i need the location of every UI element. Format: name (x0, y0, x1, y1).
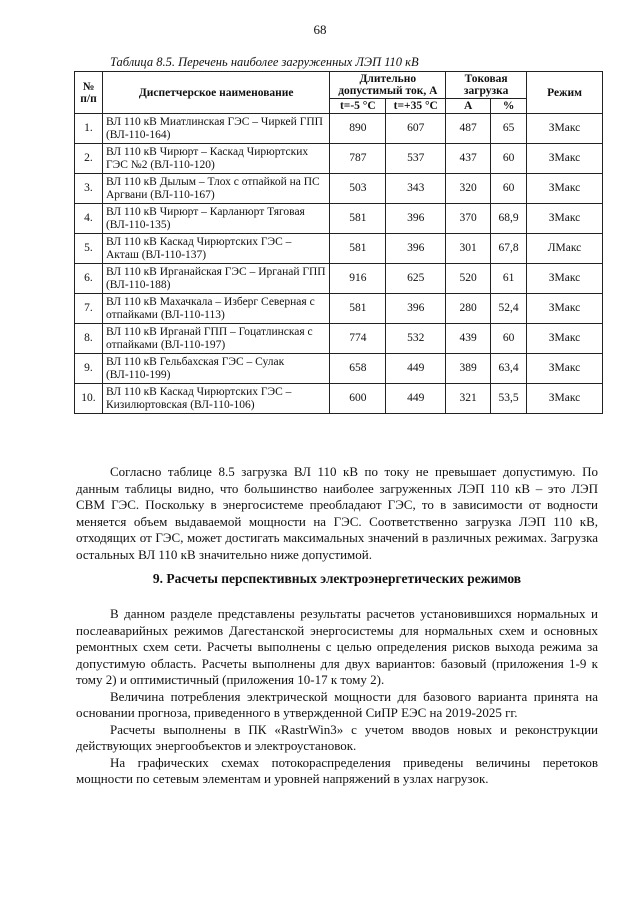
header-num: № п/п (75, 72, 103, 114)
section-heading: 9. Расчеты перспективных электроэнергетических режимов (152, 571, 522, 586)
load-percent: 60 (491, 144, 527, 174)
current-minus5: 916 (330, 264, 386, 294)
current-plus35: 537 (386, 144, 446, 174)
section-paragraph-2: Величина потребления электрической мощности для базового варианта принята на основании прогноза, приведенного в утвержденной СиПР ЕЭС на 2019-2025 гг. (76, 688, 598, 720)
load-percent: 61 (491, 264, 527, 294)
current-plus35: 449 (386, 354, 446, 384)
header-mode: Режим (527, 72, 603, 114)
mode: ЗМакс (527, 384, 603, 414)
table-row (75, 144, 603, 174)
load-amps: 487 (446, 114, 491, 144)
load-amps: 370 (446, 204, 491, 234)
section-paragraph-3: Расчеты выполнены в ПК «RastrWin3» с учетом вводов новых и реконструкции действующих энергообъектов и электроустановок. (76, 721, 598, 753)
row-number: 8. (75, 324, 103, 354)
header-t2: t=+35 °C (386, 99, 446, 114)
header-pct: % (491, 99, 527, 114)
row-number: 4. (75, 204, 103, 234)
table-row (75, 294, 603, 324)
current-minus5: 658 (330, 354, 386, 384)
current-minus5: 503 (330, 174, 386, 204)
paragraph: Согласно таблице 8.5 загрузка ВЛ 110 кВ по току не превышает допустимую. По данным таблицы видно, что большинство наиболее загруженных ЛЭП 110 кВ – это ЛЭП СВМ ГЭС. Поскольку в энергосистеме преобладают ГЭС, то в зависимости от водности меняется объем выдаваемой мощности на ГЭС. Соответственно загрузка ЛЭП 110 кВ, отходящих от ГЭС, может достигать максимальных значений в различных режимах. Загрузка остальных ВЛ 110 кВ значительно ниже допустимой. (76, 464, 598, 562)
load-percent: 67,8 (491, 234, 527, 264)
mode: ЗМакс (527, 264, 603, 294)
row-number: 9. (75, 354, 103, 384)
current-minus5: 787 (330, 144, 386, 174)
row-number: 5. (75, 234, 103, 264)
load-percent: 68,9 (491, 204, 527, 234)
line-name: ВЛ 110 кВ Чирюрт – Каскад Чирюртских ГЭС №2 (ВЛ-110-120) (102, 144, 329, 174)
row-number: 2. (75, 144, 103, 174)
row-number: 10. (75, 384, 103, 414)
line-name: ВЛ 110 кВ Дылым – Тлох с отпайкой на ПС Аргвани (ВЛ-110-167) (102, 174, 329, 204)
load-percent: 60 (491, 324, 527, 354)
mode: ЗМакс (527, 114, 603, 144)
mode: ЗМакс (527, 354, 603, 384)
mode: ЗМакс (527, 144, 603, 174)
paragraph-after-table (76, 464, 598, 563)
section-paragraph-4: На графических схемах потокораспределения приведены величины перетоков мощности по сетевым элементам и уровней напряжений в узлах нагрузок. (76, 754, 598, 786)
load-percent: 63,4 (491, 354, 527, 384)
current-plus35: 532 (386, 324, 446, 354)
load-amps: 520 (446, 264, 491, 294)
load-amps: 439 (446, 324, 491, 354)
line-name: ВЛ 110 кВ Каскад Чирюртских ГЭС – Акташ (ВЛ-110-137) (102, 234, 329, 264)
mode: ЛМакс (527, 234, 603, 264)
load-amps: 320 (446, 174, 491, 204)
header-name: Диспетчерское наименование (102, 72, 329, 114)
load-percent: 53,5 (491, 384, 527, 414)
row-number: 3. (75, 174, 103, 204)
table-row (75, 384, 603, 414)
load-percent: 65 (491, 114, 527, 144)
table-row (75, 264, 603, 294)
load-percent: 52,4 (491, 294, 527, 324)
table-row (75, 324, 603, 354)
line-name: ВЛ 110 кВ Ирганай ГПП – Гоцатлинская с отпайками (ВЛ-110-197) (102, 324, 329, 354)
header-current: Длительно допустимый ток, А (330, 72, 446, 99)
mode: ЗМакс (527, 174, 603, 204)
current-plus35: 343 (386, 174, 446, 204)
current-minus5: 581 (330, 294, 386, 324)
row-number: 6. (75, 264, 103, 294)
current-minus5: 600 (330, 384, 386, 414)
table-row (75, 174, 603, 204)
header-t1: t=-5 °C (330, 99, 386, 114)
mode: ЗМакс (527, 294, 603, 324)
table-caption: Таблица 8.5. Перечень наиболее загруженных ЛЭП 110 кВ (110, 55, 419, 69)
line-name: ВЛ 110 кВ Гельбахская ГЭС – Сулак (ВЛ-110-199) (102, 354, 329, 384)
current-plus35: 396 (386, 204, 446, 234)
table-row (75, 234, 603, 264)
current-minus5: 581 (330, 204, 386, 234)
load-amps: 437 (446, 144, 491, 174)
load-amps: 321 (446, 384, 491, 414)
load-amps: 389 (446, 354, 491, 384)
table-row (75, 204, 603, 234)
page-number: 68 (313, 22, 327, 37)
table-row (75, 114, 603, 144)
mode: ЗМакс (527, 324, 603, 354)
current-minus5: 581 (330, 234, 386, 264)
section-paragraph-1: В данном разделе представлены результаты расчетов установившихся нормальных и послеаварийных режимов Дагестанской энергосистемы для нормальных схем и основных ремонтных схем сети. Расчеты выполнены с целью определения рисков выхода режима за допустимую область. Расчеты выполнены для двух вариантов: базовый (приложения 1-9 к тому 2) и оптимистичный (приложения 10-17 к тому 2). (76, 606, 598, 687)
load-percent: 60 (491, 174, 527, 204)
header-a: А (446, 99, 491, 114)
line-name: ВЛ 110 кВ Каскад Чирюртских ГЭС – Кизилюртовская (ВЛ-110-106) (102, 384, 329, 414)
current-plus35: 625 (386, 264, 446, 294)
current-plus35: 449 (386, 384, 446, 414)
row-number: 1. (75, 114, 103, 144)
current-plus35: 396 (386, 294, 446, 324)
line-name: ВЛ 110 кВ Махачкала – Изберг Северная с отпайками (ВЛ-110-113) (102, 294, 329, 324)
table-body (75, 114, 603, 414)
line-name: ВЛ 110 кВ Ирганайская ГЭС – Ирганай ГПП (ВЛ-110-188) (102, 264, 329, 294)
section-body (76, 606, 598, 788)
current-minus5: 890 (330, 114, 386, 144)
line-name: ВЛ 110 кВ Миатлинская ГЭС – Чиркей ГПП (ВЛ-110-164) (102, 114, 329, 144)
row-number: 7. (75, 294, 103, 324)
current-plus35: 607 (386, 114, 446, 144)
current-minus5: 774 (330, 324, 386, 354)
table-row (75, 354, 603, 384)
mode: ЗМакс (527, 204, 603, 234)
load-amps: 301 (446, 234, 491, 264)
header-load: Токовая загрузка (446, 72, 527, 99)
line-name: ВЛ 110 кВ Чирюрт – Карланюрт Тяговая (ВЛ-110-135) (102, 204, 329, 234)
overloaded-lines-table (74, 71, 603, 414)
current-plus35: 396 (386, 234, 446, 264)
load-amps: 280 (446, 294, 491, 324)
